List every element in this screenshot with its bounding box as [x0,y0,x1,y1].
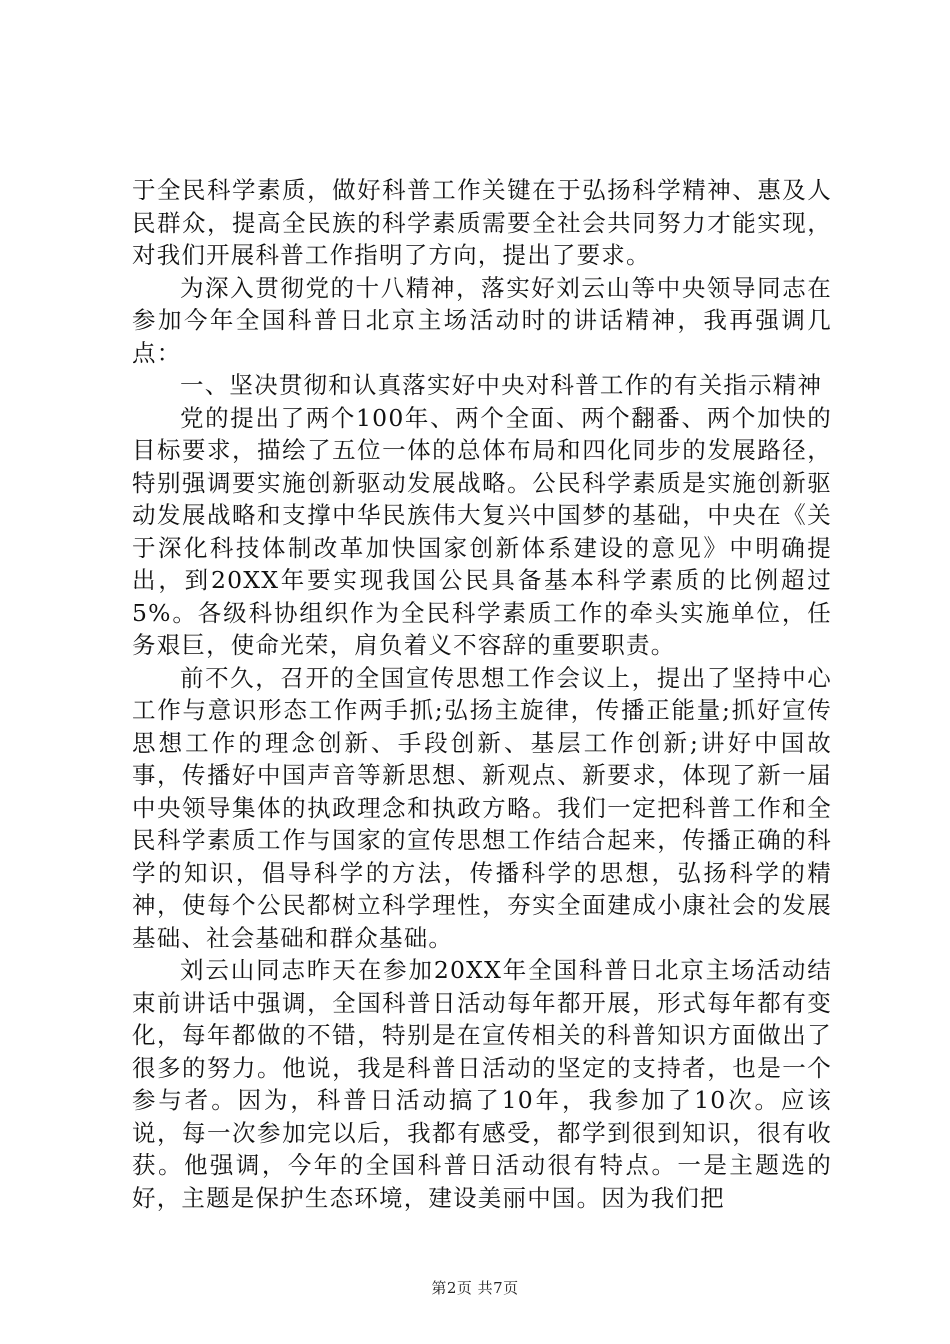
paragraph-intro: 为深入贯彻党的十八精神，落实好刘云山等中央领导同志在参加今年全国科普日北京主场活动时的讲话精神，我再强调几点： [132,273,832,367]
section-heading-1: 一、坚决贯彻和认真落实好中央对科普工作的有关指示精神 [180,371,823,399]
paragraph-goals: 党的提出了两个100年、两个全面、两个翻番、两个加快的目标要求，描绘了五位一体的总体布局和四化同步的发展路径，特别强调要实施创新驱动发展战略。公民科学素质是实施创新驱动发展战略和支撑中华民族伟大复兴中国梦的基础，中央在《关于深化科技体制改革加快国家创新体系建设的意见》中明确提出，到20XX年要实现我国公民具备基本科学素质的比例超过5%。各级科协组织作为全民科学素质工作的牵头实施单位，任务艰巨，使命光荣，肩负着义不容辞的重要职责。 [132,403,832,659]
paragraph-propaganda-conference: 前不久，召开的全国宣传思想工作会议上，提出了坚持中心工作与意识形态工作两手抓;弘扬主旋律，传播正能量;抓好宣传思想工作的理念创新、手段创新、基层工作创新;讲好中国故事，传播好中国声音等新思想、新观点、新要求，体现了新一届中央领导集体的执政理念和执政方略。我们一定把科普工作和全民科学素质工作与国家的宣传思想工作结合起来，传播正确的科学的知识，倡导科学的方法，传播科学的思想，弘扬科学的精神，使每个公民都树立科学理性，夯实全面建成小康社会的发展基础、社会基础和群众基础。 [132,663,832,952]
paragraph-liu-yunshan: 刘云山同志昨天在参加20XX年全国科普日北京主场活动结束前讲话中强调，全国科普日活动每年都开展，形式每年都有变化，每年都做的不错，特别是在宣传相关的科普知识方面做出了很多的努力。他说，我是科普日活动的坚定的支持者，也是一个参与者。因为，科普日活动搞了10年，我参加了10次。应该说，每一次参加完以后，我都有感受，都学到很到知识，很有收获。他强调，今年的全国科普日活动很有特点。一是主题选的好，主题是保护生态环境，建设美丽中国。因为我们把 [132,956,832,1212]
page-number-footer: 第2页 共7页 [431,1279,519,1297]
document-body [132,174,832,1214]
paragraph-continuation: 于全民科学素质，做好科普工作关键在于弘扬科学精神、惠及人民群众，提高全民族的科学素质需要全社会共同努力才能实现，对我们开展科普工作指明了方向，提出了要求。 [132,176,832,269]
